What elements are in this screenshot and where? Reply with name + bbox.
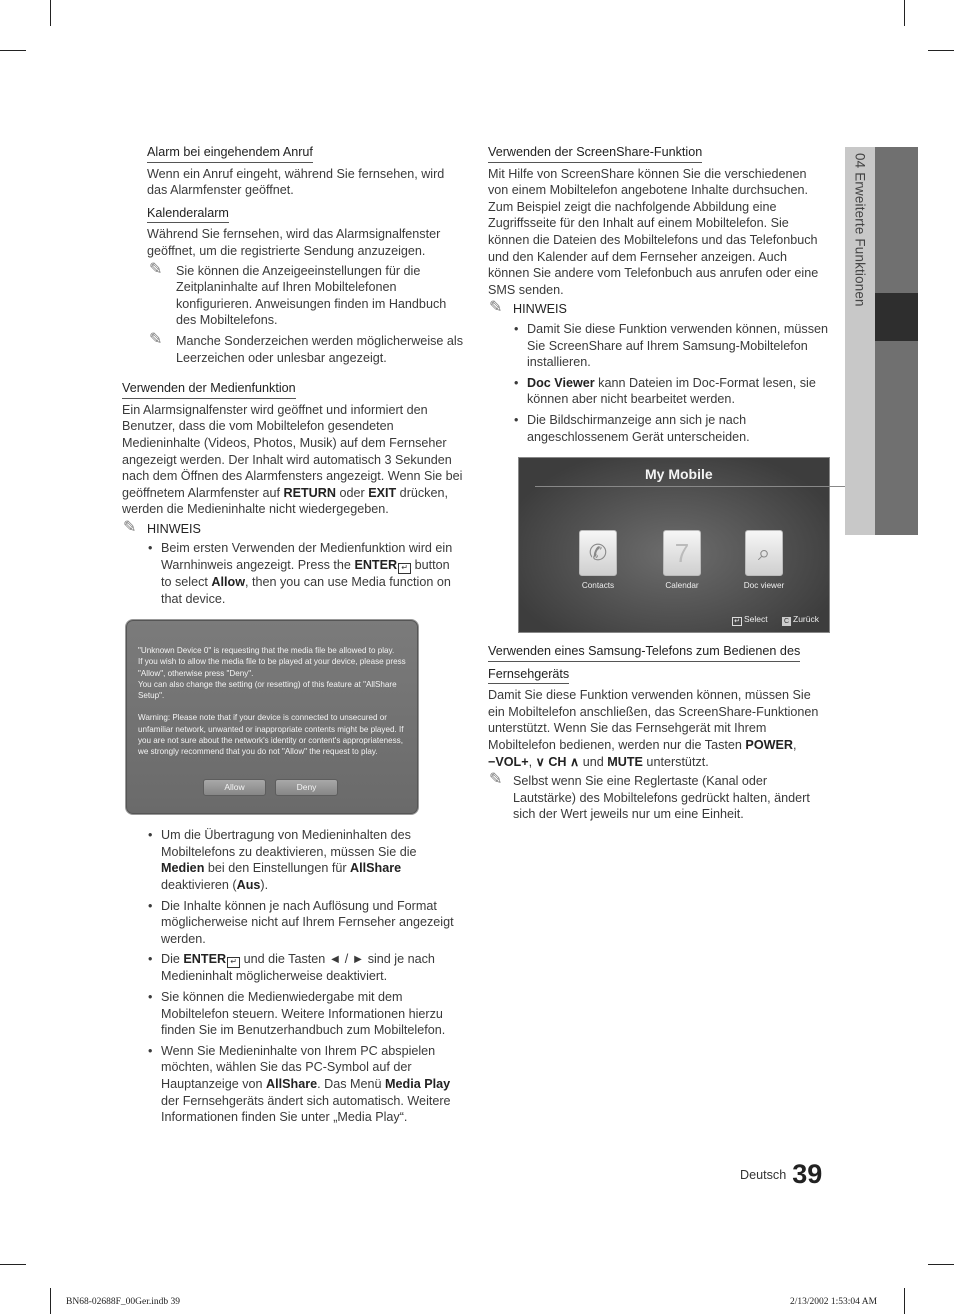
media-text: Ein Alarmsignalfenster wird geöffnet und informiert den Benutzer, dass die vom Mobiltelefon gesendeten Medieninhalte (Videos, Photos, Musik) auf dem Fernseher angezeigt werden. Der Inhalt wird automatisch 3 Sekunden nach dem Öffnen des Alarmfensters angezeigt. Wenn Sie bei geöffnetem Alarmfenster auf RETURN oder EXIT drücken, werden die Medieninhalte nicht wiedergegeben.: [122, 402, 463, 517]
heading-alarm: Alarm bei eingehendem Anruf: [147, 144, 313, 163]
list-item: • Die Bildschirmanzeige ann sich je nach angeschlossenem Gerät unterscheiden.: [514, 412, 750, 444]
list-item: • Um die Übertragung von Medieninhalten des Mobiltelefons zu deaktivieren, müssen Sie die Medien bei den Einstellungen für AllShare deaktivieren (Aus).: [148, 828, 417, 893]
crop-mark: [0, 50, 26, 51]
note: [488, 773, 830, 823]
note: [147, 260, 463, 329]
print-slug-right: 2/13/2002 1:53:04 AM: [790, 1297, 878, 1307]
crop-mark: [904, 0, 905, 26]
tv-control-text: Damit Sie diese Funktion verwenden können, müssen Sie ein Mobiltelefon anschließen, das ScreenShare-Funktionen unterstützt. Wenn Sie das Fernsehgerät mit Ihrem Mobiltelefon bedienen, werden nur die Tasten POWER, −VOL+, ∨ CH ∧ und MUTE unterstützt.: [488, 688, 819, 769]
page-footer: [740, 1159, 823, 1189]
media-bullets: [122, 540, 463, 607]
my-mobile-title: My Mobile: [645, 466, 713, 483]
media-section: [122, 380, 463, 1126]
hinweis-label: ✎ HINWEIS: [123, 518, 201, 536]
list-item: • Die Inhalte können je nach Auflösung und Format möglicherweise nicht auf Ihrem Fernseher angezeigt werden.: [148, 898, 454, 946]
calendar-text: Während Sie fernsehen, wird das Alarmsignalfenster geöffnet, um die registrierte Sendung anzuzeigen.: [147, 227, 441, 258]
screenshare-bullets: [488, 321, 830, 445]
c-key-icon: C: [783, 617, 790, 625]
app-calendar[interactable]: 7 Calendar: [642, 530, 722, 591]
crop-mark: [0, 1264, 26, 1265]
hinweis-label: ✎ HINWEIS: [489, 299, 567, 317]
note-text: Sie können die Anzeigeeinstellungen für die Zeitplaninhalte auf Ihren Mobiltelefonen konfigurieren. Anweisungen finden im Handbuch des Mobiltelefons.: [176, 263, 447, 328]
app-contacts[interactable]: ✆ Contacts: [558, 530, 638, 591]
note-text: Selbst wenn Sie eine Reglertaste (Kanal oder Lautstärke) des Mobiltelefons gedrückt halten, ändert sich der Wert jeweils nur um eine Einheit.: [513, 774, 810, 822]
right-column: [488, 144, 830, 826]
my-mobile-footer: ↵ Select C Zurück: [732, 611, 819, 628]
heading-tv-control-2: Fernsehgeräts: [488, 666, 569, 685]
alarm-text: Wenn ein Anruf eingeht, während Sie fernsehen, wird das Alarmfenster geöffnet.: [147, 166, 445, 198]
pencil-icon: ✎: [489, 771, 503, 789]
enter-icon: ↵: [398, 563, 411, 574]
deny-button[interactable]: Deny: [275, 779, 338, 796]
app-doc-viewer[interactable]: ⌕ Doc viewer: [724, 530, 804, 591]
calendar-icon: 7: [663, 530, 701, 576]
page-number: 39: [792, 1159, 823, 1189]
language-label: Deutsch: [740, 1168, 787, 1182]
heading-media: Verwenden der Medienfunktion: [122, 380, 296, 399]
heading-tv-control-1: Verwenden eines Samsung-Telefons zum Bedienen des: [488, 643, 800, 662]
list-item: • Damit Sie diese Funktion verwenden können, müssen Sie ScreenShare auf Ihrem Samsung-Mobiltelefon installieren.: [514, 321, 829, 370]
media-permission-dialog: [125, 619, 419, 815]
crop-mark: [904, 1288, 905, 1314]
left-column: [122, 144, 464, 1132]
list-item: • Die ENTER ↵ und die Tasten ◄ / ► sind je nach Medieninhalt möglicherweise deaktiviert.: [148, 952, 435, 984]
pencil-icon: ✎: [489, 299, 503, 317]
screenshare-text: Mit Hilfe von ScreenShare können Sie die verschiedenen von einem Mobiltelefon angebotene Inhalte durchsuchen. Zum Beispiel zeigt die nachfolgende Abbildung eine Zugriffsseite für den Inhalt auf einem Mobiltelefon. Sie können die Dateien des Mobiltelefons und das Telefonbuch und den Kalender auf dem Fernseher anzeigen. Auch können Sie andere vom Telefonbuch aus anrufen oder eine SMS senden.: [488, 166, 819, 297]
enter-icon: ↵: [227, 957, 240, 968]
enter-key-icon: ↵: [732, 617, 742, 626]
magnifier-icon: ⌕: [745, 530, 783, 576]
pencil-icon: ✎: [149, 260, 163, 278]
note: [147, 330, 464, 366]
my-mobile-screen: [518, 457, 830, 633]
list-item: • Wenn Sie Medieninhalte von Ihrem PC abspielen möchten, wählen Sie das PC-Symbol auf der Hauptanzeige von AllShare. Das Menü Media Play der Fernsehgeräts ändert sich automatisch. Weitere Informationen finden Sie unter „Media Play“.: [148, 1043, 451, 1125]
crop-mark: [50, 1288, 51, 1314]
phone-icon: ✆: [579, 530, 617, 576]
crop-mark: [50, 0, 51, 26]
heading-calendar: Kalenderalarm: [147, 205, 229, 224]
list-item: • Beim ersten Verwenden der Medienfunktion wird ein Warnhinweis angezeigt. Press the ENTER ↵ button to select Allow, then you can use Media function on that device.: [148, 541, 453, 606]
crop-mark: [928, 1264, 954, 1265]
media-bullets-2: [122, 827, 463, 1126]
list-item: • Doc Viewer kann Dateien im Doc-Format lesen, sie können aber nicht bearbeitet werden.: [514, 375, 816, 407]
chapter-tab: [845, 147, 918, 535]
chapter-marker: [875, 293, 918, 341]
chapter-label: 04 Erweiterte Funktionen: [852, 153, 868, 307]
note-text: Manche Sonderzeichen werden möglicherweise als Leerzeichen oder unlesbar angezeigt.: [176, 333, 464, 365]
pencil-icon: ✎: [123, 518, 137, 536]
print-slug-left: BN68-02688F_00Ger.indb 39: [66, 1297, 180, 1307]
heading-screenshare: Verwenden der ScreenShare-Funktion: [488, 144, 702, 163]
list-item: • Sie können die Medienwiedergabe mit dem Mobiltelefon steuern. Weitere Informationen hierzu finden Sie im Benutzerhandbuch zum Mobiltelefon.: [148, 990, 446, 1038]
crop-mark: [928, 50, 954, 51]
dialog-text: "Unknown Device 0" is requesting that the media file be allowed to play. If you wish to allow the media file to be played at your device, please press "Allow", otherwise press "Deny". You can also change the setting (or resetting) of this feature at "AllShare Setup". Warning: Please note that if your device is connected to unsecured or unfamiliar network, unwanted or inappropriate contents might be played. If you are not sure about the network's identity or content's appropriateness, we strongly recommend that you do not "Allow" the request to play.: [138, 646, 406, 757]
allow-button[interactable]: Allow: [203, 779, 266, 796]
pencil-icon: ✎: [149, 330, 163, 348]
